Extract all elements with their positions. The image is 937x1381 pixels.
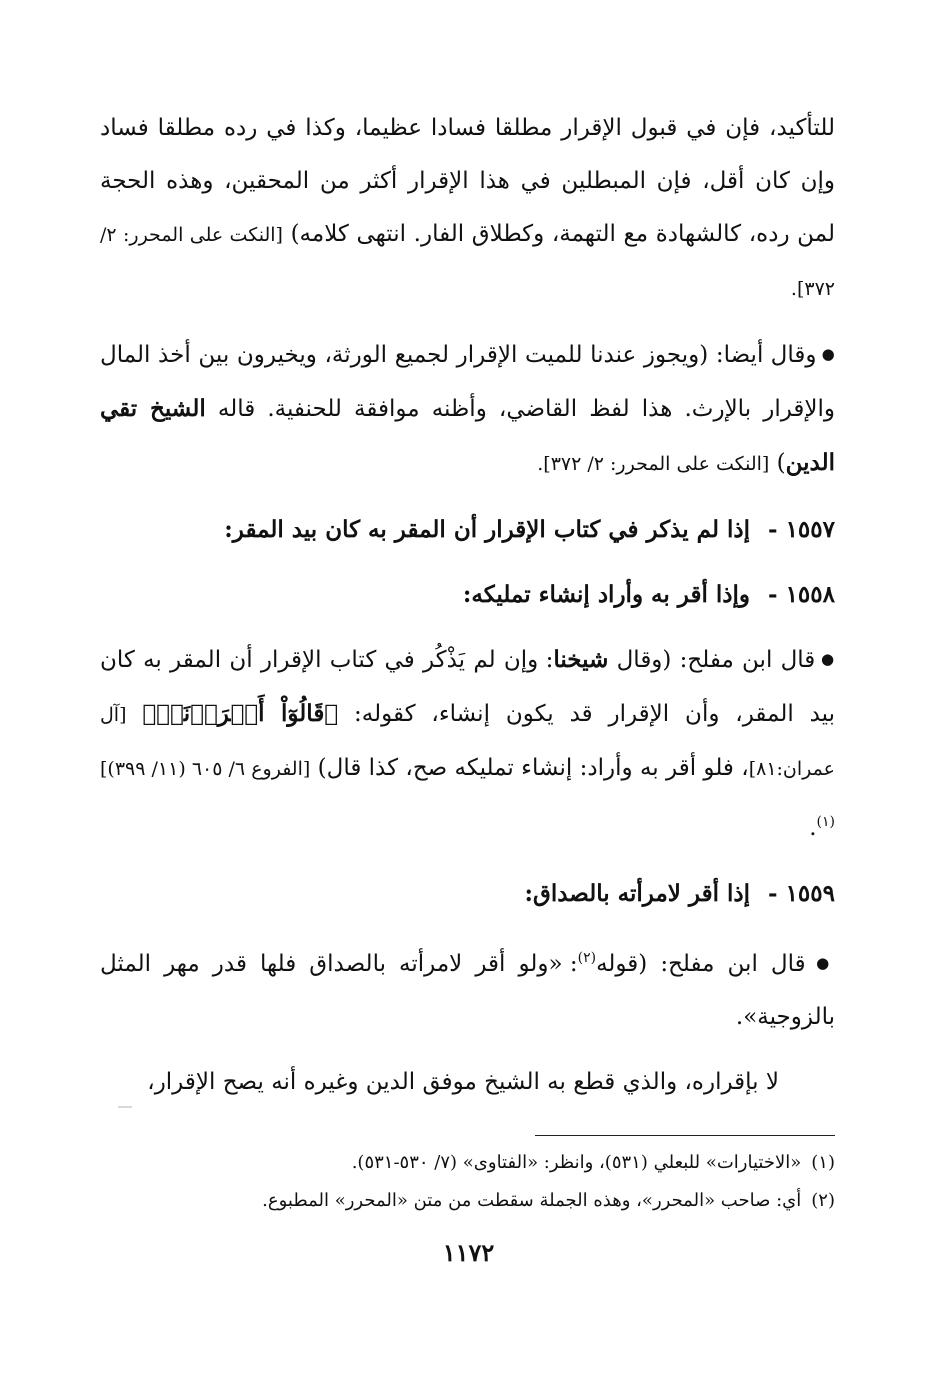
- scan-mark: [118, 1106, 132, 1108]
- period: .: [809, 815, 817, 841]
- citation: [النكت على المحرر: ٢/ ٣٧٢].: [100, 224, 835, 300]
- paragraph-2-text: وقال أيضا: (ويجوز عندنا للميت الإقرار لجميع الورثة، ويخيرون بين أخذ المال والإقرار بالإرث. هذا لفظ القاضي، وأظنه موافقة للحنفية. قاله: [100, 342, 836, 422]
- closing-paren: ): [776, 450, 786, 476]
- verse-citation: [آل عمران:٨١]: [100, 704, 835, 780]
- paragraph-3-text-c: ، فلو أقر به وأراد: إنشاء تمليكه صح، كذا قال): [317, 755, 749, 781]
- paragraph-1-text: للتأكيد، فإن في قبول الإقرار مطلقا فسادا عظيما، وكذا في رده مطلقا فساد وإن كان أقل، فإن المبطلين في هذا الإقرار أكثر من المحقين، وهذه الحجة لمن رده، كالشهادة مع التهمة، وكطلاق الفار. انتهى كلامه): [100, 115, 835, 247]
- section-heading-1557: [100, 503, 835, 556]
- page-number: ١١٧٢: [442, 1238, 495, 1267]
- bold-name: الشيخ تقي الدين: [100, 395, 835, 476]
- section-title: إذا أقر لامرأته بالصداق:: [524, 880, 751, 907]
- section-number: ١٥٥٩ -: [768, 880, 835, 907]
- paragraph-3-text-b: : وإن لم يَذْكُر في كتاب الإقرار أن المقر به كان بيد المقر، وأن الإقرار قد يكون إنشاء، كقوله:: [100, 647, 836, 727]
- citation: [النكت على المحرر: ٢/ ٣٧٢].: [537, 453, 770, 475]
- paragraph-4-text-a: قال ابن مفلح: (قوله: [596, 951, 806, 977]
- section-title: إذا لم يذكر في كتاب الإقرار أن المقر به كان بيد المقر:: [224, 516, 751, 543]
- quran-verse: ﴿قَالُوٓاْ أَقۡرَرۡنَاۚ﴾: [142, 700, 339, 727]
- section-heading-1558: [100, 568, 835, 621]
- paragraph-3-text-a: قال ابن مفلح: (وقال: [616, 647, 816, 673]
- footnote-divider: [535, 1135, 835, 1136]
- citation: [الفروع ٦/ ٦٠٥ (١١/ ٣٩٩)]: [100, 758, 311, 780]
- paragraph-1: [100, 102, 835, 316]
- paragraph-3: [100, 633, 835, 855]
- footnotes: [100, 1144, 835, 1220]
- paragraph-4-text-b: : «ولو أقر لامرأته بالصداق فلها قدر مهر المثل بالزوجية».: [100, 951, 835, 1030]
- footnote-text: «الاختيارات» للبعلي (٥٣١)، وانظر: «الفتاوى» (٧/ ٥٣٠-٥٣١).: [351, 1152, 802, 1173]
- footnote-text: أي: صاحب «المحرر»، وهذه الجملة سقطت من متن «المحرر» المطبوع.: [262, 1190, 802, 1211]
- main-text: [100, 102, 835, 1109]
- footnote-marker: (١): [816, 814, 835, 830]
- paragraph-5-text: لا بإقراره، والذي قطع به الشيخ موفق الدين وغيره أنه يصح الإقرار،: [147, 1069, 779, 1095]
- paragraph-2: [100, 328, 835, 491]
- section-heading-1559: [100, 867, 835, 920]
- footnote-1: [100, 1144, 835, 1182]
- bold-name: شيخنا: [553, 646, 609, 673]
- section-title: وإذا أقر به وأراد إنشاء تمليكه:: [462, 581, 751, 608]
- footnote-number: (٢): [811, 1190, 835, 1211]
- paragraph-5: [100, 1056, 835, 1109]
- footnote-marker: (٢): [577, 950, 597, 966]
- section-number: ١٥٥٧ -: [768, 516, 835, 543]
- footnote-number: (١): [811, 1152, 835, 1173]
- footnote-2: [100, 1182, 835, 1220]
- paragraph-4: [100, 932, 835, 1044]
- section-number: ١٥٥٨ -: [768, 581, 835, 608]
